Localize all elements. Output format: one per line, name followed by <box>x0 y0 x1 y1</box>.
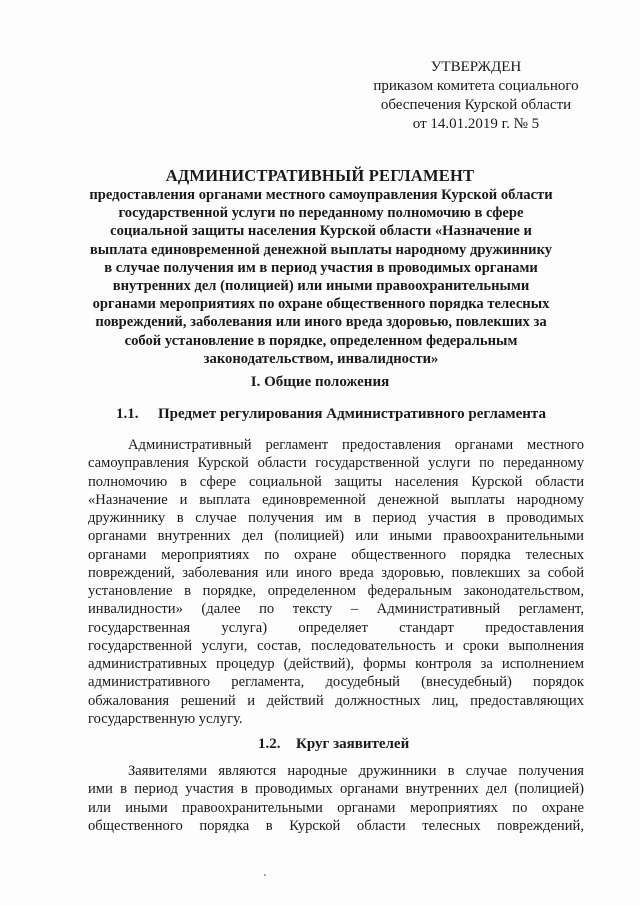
subtitle-line: собой установление в порядке, определенном федеральным <box>124 332 518 349</box>
text-line: государственная услуга) определяет стандарт предоставления <box>88 619 584 636</box>
subtitle-line: внутренних дел (полицией) или иными правоохранительными <box>112 278 530 295</box>
text-line: органами внутренних дел (полицией) или иными правоохранительными <box>88 528 584 545</box>
subtitle-line: государственной услуги по переданному полномочию в сфере <box>118 205 524 222</box>
text-line: государственную услугу. <box>88 710 243 727</box>
subtitle-line: органами мероприятиях по охране общественного порядка телесных <box>92 296 550 313</box>
approval-line: от 14.01.2019 г. № 5 <box>412 116 540 132</box>
approval-line: обеспечения Курской области <box>380 97 572 113</box>
approval-line: приказом комитета социального <box>373 78 579 94</box>
document-subtitle <box>86 186 556 368</box>
text-line: государственной услуги, состав, последовательность и сроки выполнения <box>88 637 584 654</box>
subtitle-line: социальной защиты населения Курской области «Назначение и <box>110 223 532 240</box>
text-line: органами мероприятиях по охране общественного порядка телесных <box>88 546 584 563</box>
subtitle-line: повреждений, заболевания или иного вреда здоровью, повлекших за <box>95 314 547 331</box>
text-line: дружиннику в случае получения им в период участия в проводимых <box>88 510 584 526</box>
text-line: административного регламента, досудебный (внесудебный) порядок <box>88 674 584 691</box>
text-line: инвалидности» (далее по тексту – Административный регламент, <box>88 601 584 618</box>
text-line: полномочию в сфере социальной защиты населения Курской области <box>88 473 584 490</box>
paragraph <box>88 436 584 728</box>
subsection-heading <box>258 736 409 753</box>
section-heading: I. Общие положения <box>250 374 390 390</box>
text-line: Административный регламент предоставления органами местного <box>128 437 584 453</box>
text-line: общественного порядка в Курской области телесных повреждений, <box>88 817 584 834</box>
subsection-number: 1.2. <box>258 736 281 752</box>
subsection-heading <box>116 406 546 423</box>
text-line: Заявителями являются народные дружинники в случае получения <box>128 763 584 779</box>
approval-stamp <box>356 58 596 134</box>
subtitle-line: в случае получения им в период участия в проводимых органами <box>104 259 538 276</box>
text-line: ими в период участия в проводимых органами внутренних дел (полицией) <box>88 781 584 798</box>
text-line: установление в порядке, определенном федеральным законодательством, <box>88 583 584 599</box>
text-line: самоуправления Курской области государственной услуги по переданному <box>88 455 584 472</box>
subsection-number: 1.1. <box>116 406 139 422</box>
subtitle-line: законодательством, инвалидности» <box>203 350 439 367</box>
document-title: АДМИНИСТРАТИВНЫЙ РЕГЛАМЕНТ <box>165 166 475 185</box>
subtitle-line: предоставления органами местного самоуправления Курской области <box>89 187 553 203</box>
text-line: повреждений, заболевания или иного вреда здоровью, повлекших за собой <box>88 564 584 581</box>
subsection-title: Предмет регулирования Административного регламента <box>158 406 546 422</box>
text-line: административных процедур (действий), формы контроля за исполнением <box>88 656 584 672</box>
text-line: или иными правоохранительными органами мероприятиях по охране <box>88 799 584 816</box>
text-line: обжалования решений и действий должностных лиц, предоставляющих <box>88 692 584 709</box>
subsection-title: Круг заявителей <box>296 736 410 752</box>
approval-line: УТВЕРЖДЕН <box>430 59 522 75</box>
scan-speck <box>264 874 266 876</box>
paragraph <box>88 762 584 835</box>
text-line: «Назначение и выплата единовременной денежной выплаты народному <box>88 491 584 508</box>
subtitle-line: выплата единовременной денежной выплаты народному дружиннику <box>89 241 553 258</box>
